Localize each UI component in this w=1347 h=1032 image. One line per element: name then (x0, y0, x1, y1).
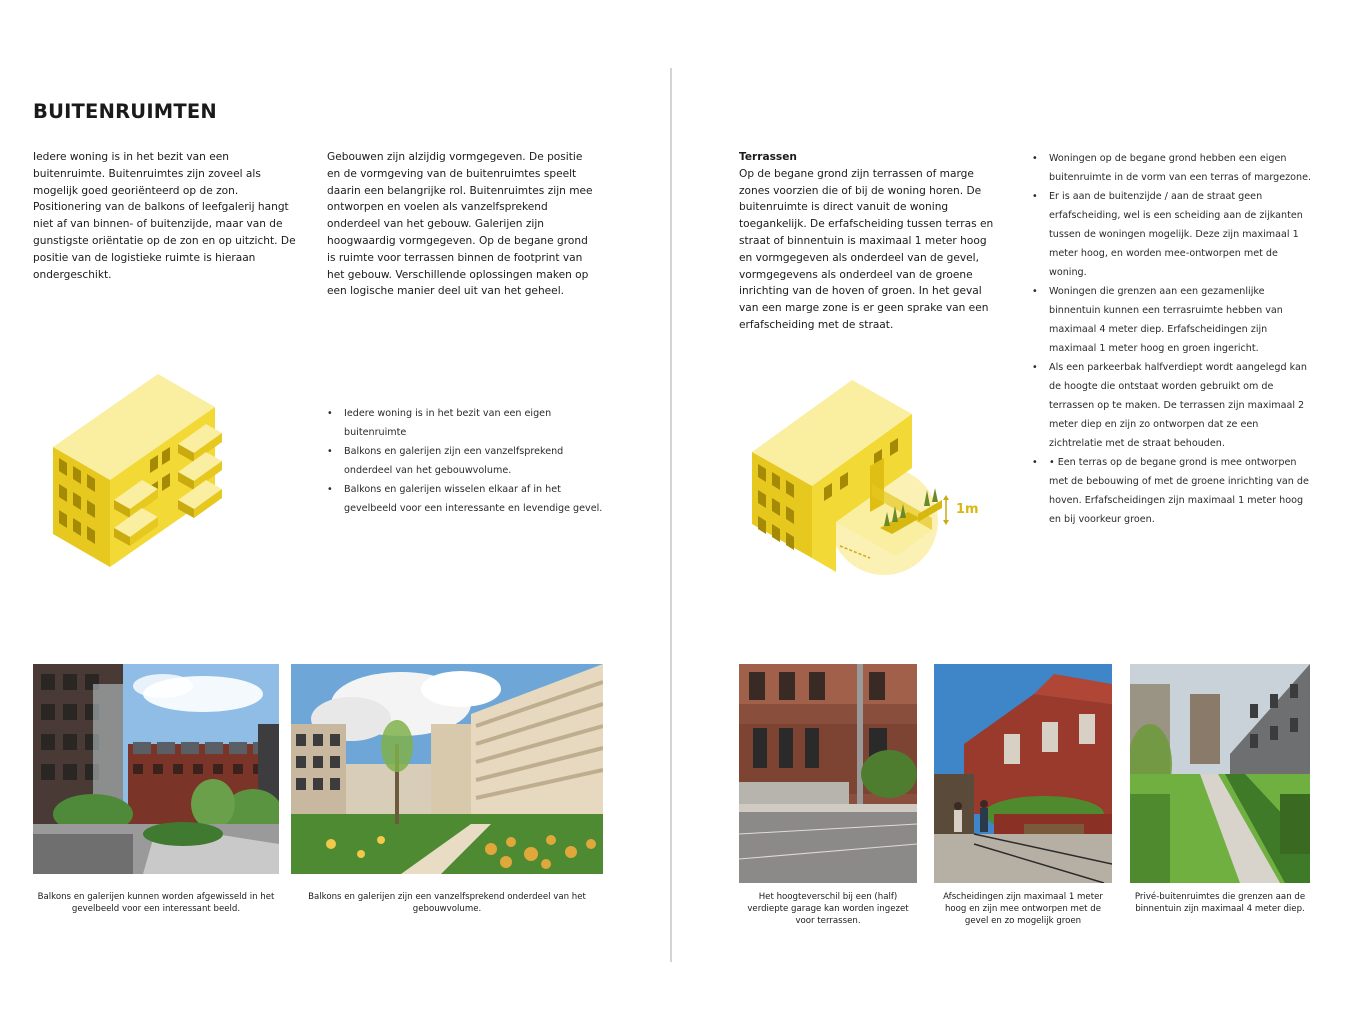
photo-private-garden-path (1130, 664, 1310, 883)
photo-caption-5: Privé-buitenruimtes die grenzen aan de binnentuin zijn maximaal 4 meter diep. (1134, 892, 1306, 914)
page-title: BUITENRUIMTEN (33, 100, 217, 123)
right-bullet-list (1032, 149, 1314, 529)
left-bullet-list (327, 404, 607, 518)
terrace-diagram (748, 376, 988, 578)
photo-raised-terraces (739, 664, 917, 883)
bullet-item: • Woningen op de begane grond hebben een eigen buitenruimte in de vorm van een terras of margezone. (1032, 149, 1314, 187)
bullet-item: • Er is aan de buitenzijde / aan de straat geen erfafscheiding, wel is een scheiding aan de zijkanten tussen de woningen mogelijk. Deze zijn maximaal 1 meter hoog, en worden mee-ontworpen met de woning. (1032, 187, 1314, 282)
bullet-item: • Balkons en galerijen wisselen elkaar af in het gevelbeeld voor een interessante en levendige gevel. (327, 480, 607, 518)
photo-caption-4: Afscheidingen zijn maximaal 1 meter hoog en zijn mee ontworpen met de gevel en zo mogelijk groen (943, 892, 1103, 926)
building-balconies-diagram (46, 372, 236, 572)
photo-brick-terraces (934, 664, 1112, 883)
bullet-item: • Balkons en galerijen zijn een vanzelfsprekend onderdeel van het gebouwvolume. (327, 442, 607, 480)
page-divider (670, 68, 672, 962)
terrassen-heading: Terrassen (739, 151, 797, 163)
photo-caption-2: Balkons en galerijen zijn een vanzelfsprekend onderdeel van het gebouwvolume. (308, 892, 586, 914)
diagram-height-label: 1m (956, 502, 979, 517)
intro-column-2 (327, 149, 597, 300)
bullet-item: • Iedere woning is in het bezit van een eigen buitenruimte (327, 404, 607, 442)
intro-column-1 (33, 149, 303, 283)
bullet-item: • • Een terras op de begane grond is mee ontworpen met de bebouwing of met de groene inrichting van de hoven. Erfafscheidingen zijn maximaal 1 meter hoog en bij voorkeur groen. (1032, 453, 1314, 529)
bullet-item: • Als een parkeerbak halfverdiept wordt aangelegd kan de hoogte die ontstaat worden gebruikt om de terrassen op te maken. De terrassen zijn maximaal 2 meter diep en zijn zo ontworpen dat ze een zichtrelatie met de straat behouden. (1032, 358, 1314, 453)
photo-caption-1: Balkons en galerijen kunnen worden afgewisseld in het gevelbeeld voor een interessant beeld. (37, 892, 275, 914)
photo-caption-3: Het hoogteverschil bij een (half) verdiepte garage kan worden ingezet voor terrassen. (747, 892, 909, 926)
bullet-item: • Woningen die grenzen aan een gezamenlijke binnentuin kunnen een terrasruimte hebben van maximaal 4 meter diep. Erfafscheidingen zijn maximaal 1 meter hoog en groen ingericht. (1032, 282, 1314, 358)
intro-paragraph-2: Gebouwen zijn alzijdig vormgegeven. De positie en de vormgeving van de buitenruimtes speelt daarin een belangrijke rol. Buitenruimtes zijn mee ontworpen en voelen als vanzelfsprekend onderdeel van het gebouw. Galerijen zijn hoogwaardig vormgegeven. Op de begane grond is ruimte voor terrassen binnen de footprint van het gebouw. Verschillende oplossingen maken op een logische manier deel uit van het geheel. (327, 151, 593, 298)
terrassen-block (739, 149, 1001, 334)
photo-courtyard-balconies (33, 664, 279, 874)
photo-garden-building (291, 664, 603, 874)
terrassen-paragraph: Op de begane grond zijn terrassen of marge zones voorzien die of bij de woning horen. De buitenruimte is direct vanuit de woning toegankelijk. De erfafscheiding tussen terras en straat of binnentuin is maximaal 1 meter hoog en vormgegeven als onderdeel van de gevel, vormgegevens als onderdeel van de groene inrichting van de hoven of groen. In het geval van een marge zone is er geen sprake van een erfafscheiding met de straat. (739, 167, 994, 331)
intro-paragraph-1: Iedere woning is in het bezit van een buitenruimte. Buitenruimtes zijn zoveel als mogelijk goed georiënteerd op de zon. Positionering van de balkons of leefgalerij hangt niet af van binnen- of buitenzijde, maar van de gunstigste oriëntatie op de zon en op uitzicht. De positie van de logistieke ruimte is hieraan ondergeschikt. (33, 151, 296, 281)
